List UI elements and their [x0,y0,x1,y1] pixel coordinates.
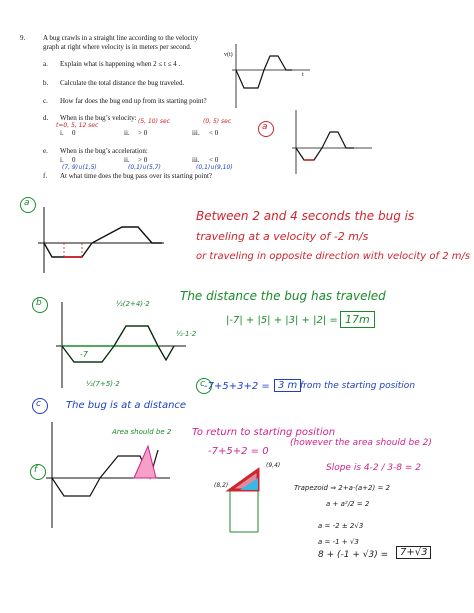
part-b-graph [40,300,190,390]
answer-b-calc: |-7| + |5| + |3| + |2| = [226,315,338,326]
answer-f-step3: a = -1 + √3 [318,538,359,546]
answer-a-circle-small-label: a [262,122,268,132]
answer-b-area-1: ½(2+4)·2 [116,300,150,308]
d-opt-i-val: 0 [72,129,76,137]
answer-c-result: 3 m [274,379,301,392]
e-opt-ii: ii. [124,156,130,164]
part-b-text: Calculate the total distance the bug traveled. [60,79,185,87]
answer-d-iii: (0, 5) sec [203,118,232,125]
annotated-graph-small [284,108,374,176]
answer-e-i: (7, 9)∪(1,5) [62,164,97,171]
d-opt-iii-val: < 0 [209,129,219,137]
part-a-text: Explain what is happening when 2 ≤ t ≤ 4 . [60,60,181,68]
answer-f-result: 7+√3 [396,546,431,559]
answer-c-circle-2-label: c [36,399,41,409]
answer-f-final: 8 + (-1 + √3) = [318,550,389,560]
part-e-text: When is the bug’s acceleration: [60,147,148,155]
d-opt-ii: ii. [124,129,130,137]
answer-f-pts: (9,4) [266,462,281,469]
answer-f-trap: Trapezoid ⇒ 2+a·(a+2) = 2 [294,484,390,492]
part-c-text: How far does the bug end up from its starting point? [60,97,207,105]
part-d-text: When is the bug’s velocity: [60,114,137,122]
part-e-letter: e. [43,147,48,155]
part-a-graph [22,205,172,275]
answer-b-result: 17m [340,311,375,328]
printed-graph-v-label: v(t) [224,52,233,58]
part-d-letter: d. [43,114,49,122]
e-opt-i-val: 0 [72,156,76,164]
answer-c-tail: from the starting position [300,381,416,391]
answer-f-step1: a + a²/2 = 2 [326,500,370,508]
answer-b-area-3: ½(7+5)·2 [86,380,120,388]
part-b-letter: b. [43,79,49,87]
e-opt-iii: iii. [192,156,200,164]
part-f-graph [30,420,180,530]
answer-a-text-3: or traveling in opposite direction with velocity of 2 m/s [196,251,471,262]
answer-e-iii: (0,1)∪(9,10) [196,164,233,171]
part-a-letter: a. [43,60,48,68]
answer-f-circle-label: f [34,465,38,475]
answer-b-text: The distance the bug has traveled [180,289,386,303]
answer-b-area-2: ½·1·2 [176,330,197,338]
part-f-text: At what time does the bug pass over its starting point? [60,172,213,180]
problem-intro-2: graph at right where velocity is in meters per second. [43,43,192,51]
answer-f-heading: To return to starting position [192,427,336,438]
answer-c-circle-label: c [200,379,205,389]
answer-b-circle-label: b [36,298,42,308]
answer-e-ii: (0,1)∪(5,7) [128,164,161,171]
answer-f-area: Area should be 2 [112,428,172,436]
part-f-triangle [218,462,298,552]
e-opt-iii-val: < 0 [209,156,219,164]
answer-f-pts-2: (8,2) [214,482,229,489]
answer-f-eq: -7+5+2 = 0 [208,446,269,457]
answer-a-circle-label: a [24,198,30,208]
answer-a-text-1: Between 2 and 4 seconds the bug is [196,209,415,223]
part-c-letter: c. [43,97,48,105]
answer-c-text: The bug is at a distance [66,400,187,411]
answer-f-slope: Slope is 4-2 / 3-8 = 2 [326,463,422,473]
answer-a-text-2: traveling at a velocity of -2 m/s [196,230,369,243]
d-opt-i: i. [60,129,64,137]
problem-intro-1: A bug crawls in a straight line according to the velocity [43,34,199,42]
printed-graph-t-label: t [302,72,304,78]
answer-d-i: t=0, 5, 12 sec [56,122,99,129]
answer-c-calc: -7+5+3+2 = [204,381,270,392]
answer-d-ii: (5, 10) sec [138,118,170,125]
d-opt-ii-val: > 0 [138,129,148,137]
e-opt-i: i. [60,156,64,164]
answer-f-step2: a = -2 ± 2√3 [318,522,364,530]
e-opt-ii-val: > 0 [138,156,148,164]
printed-velocity-graph [222,40,312,110]
problem-number: 9. [20,34,26,42]
answer-f-paren: (however the area should be 2) [290,438,432,448]
part-f-letter: f. [43,172,48,180]
answer-b-note: -7 [80,350,88,359]
d-opt-iii: iii. [192,129,200,137]
